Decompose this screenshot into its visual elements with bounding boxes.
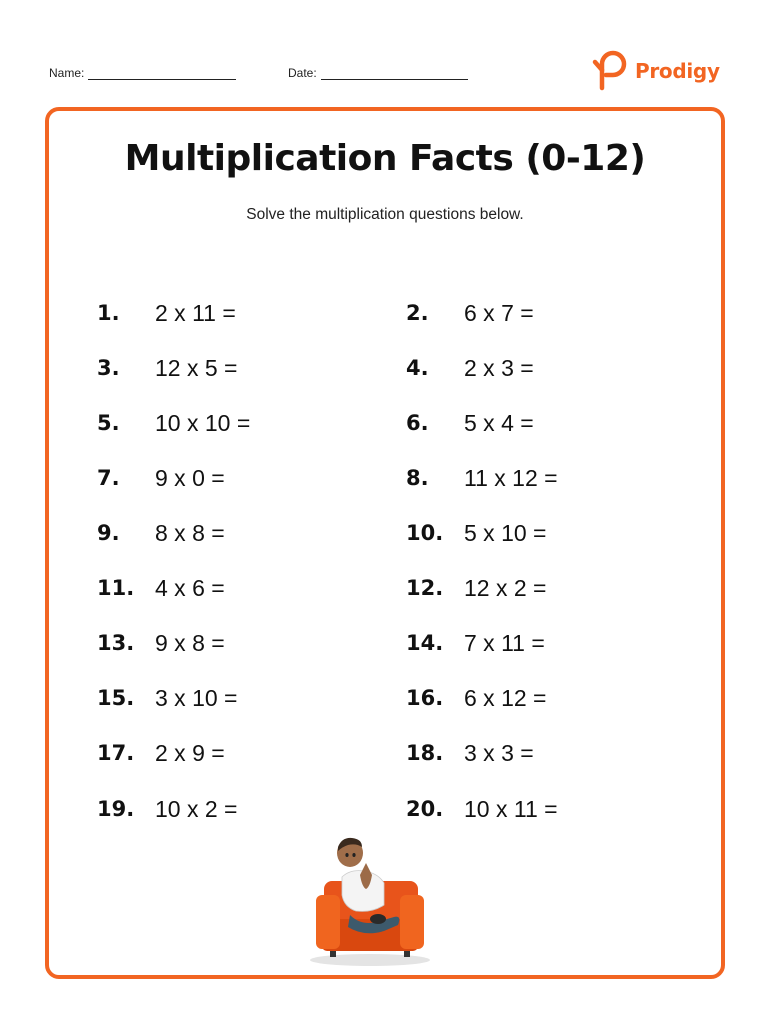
question-item <box>97 518 225 548</box>
question-item <box>406 518 546 548</box>
question-number: 11. <box>97 576 135 600</box>
question-item <box>97 408 250 438</box>
logo-text: Prodigy <box>635 59 720 83</box>
question-item <box>97 628 225 658</box>
question-number: 16. <box>406 686 444 710</box>
question-expression: 5 x 10 = <box>464 519 547 546</box>
question-item <box>97 794 237 824</box>
question-expression: 8 x 8 = <box>155 519 225 546</box>
question-item <box>406 463 558 493</box>
page-subtitle: Solve the multiplication questions below. <box>246 206 524 223</box>
name-blank-line[interactable] <box>88 67 236 80</box>
question-expression: 2 x 11 = <box>155 299 236 326</box>
question-item <box>406 353 534 383</box>
question-expression: 3 x 10 = <box>155 684 238 711</box>
question-item <box>97 683 237 713</box>
question-item <box>97 298 236 328</box>
question-item <box>97 463 225 493</box>
question-expression: 3 x 3 = <box>464 739 534 766</box>
question-number: 18. <box>406 741 444 765</box>
question-item <box>406 298 534 328</box>
question-expression: 12 x 5 = <box>155 354 238 381</box>
question-expression: 4 x 6 = <box>155 574 225 601</box>
question-expression: 9 x 8 = <box>155 629 225 656</box>
question-item <box>97 573 225 603</box>
question-number: 5. <box>97 411 120 435</box>
question-number: 3. <box>97 356 120 380</box>
prodigy-logo <box>592 50 720 92</box>
question-number: 10. <box>406 521 444 545</box>
question-number: 6. <box>406 411 429 435</box>
question-number: 19. <box>97 797 135 821</box>
question-number: 7. <box>97 466 120 490</box>
question-expression: 7 x 11 = <box>464 629 545 656</box>
child-on-armchair-illustration <box>302 835 442 975</box>
question-number: 2. <box>406 301 429 325</box>
question-number: 4. <box>406 356 429 380</box>
prodigy-p-icon <box>592 50 632 92</box>
question-item <box>406 683 546 713</box>
question-number: 8. <box>406 466 429 490</box>
question-item <box>406 573 546 603</box>
question-expression: 6 x 7 = <box>464 299 534 326</box>
question-expression: 10 x 10 = <box>155 409 251 436</box>
question-number: 12. <box>406 576 444 600</box>
question-expression: 10 x 11 = <box>464 795 558 822</box>
question-expression: 5 x 4 = <box>464 409 534 436</box>
question-item <box>406 628 545 658</box>
question-number: 17. <box>97 741 135 765</box>
question-item <box>97 353 237 383</box>
question-number: 14. <box>406 631 444 655</box>
question-number: 20. <box>406 797 444 821</box>
date-label: Date: <box>288 66 317 80</box>
question-expression: 9 x 0 = <box>155 464 225 491</box>
question-expression: 10 x 2 = <box>155 795 238 822</box>
question-number: 15. <box>97 686 135 710</box>
page-title: Multiplication Facts (0-12) <box>124 138 646 179</box>
name-label: Name: <box>49 66 85 80</box>
question-expression: 2 x 9 = <box>155 739 225 766</box>
question-item <box>406 408 534 438</box>
question-expression: 11 x 12 = <box>464 464 558 491</box>
question-number: 1. <box>97 301 120 325</box>
date-field[interactable] <box>288 66 468 80</box>
question-item <box>406 738 534 768</box>
question-expression: 2 x 3 = <box>464 354 534 381</box>
question-item <box>97 738 225 768</box>
question-number: 9. <box>97 521 120 545</box>
question-expression: 12 x 2 = <box>464 574 547 601</box>
question-number: 13. <box>97 631 135 655</box>
date-blank-line[interactable] <box>321 67 468 80</box>
name-field[interactable] <box>49 66 236 80</box>
question-item <box>406 794 558 824</box>
question-expression: 6 x 12 = <box>464 684 547 711</box>
